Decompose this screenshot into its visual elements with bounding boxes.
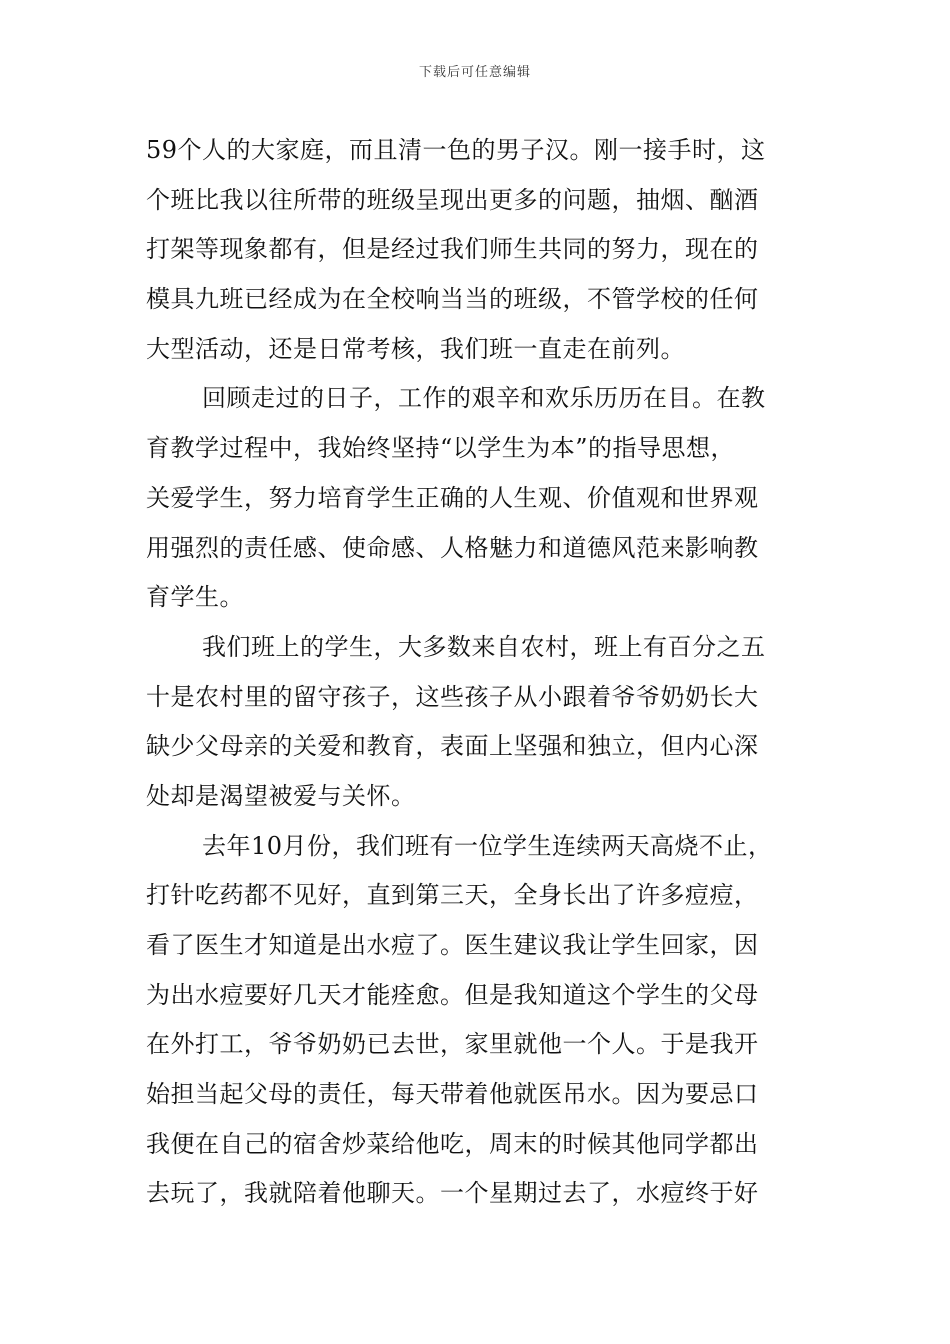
text-line: 打架等现象都有，但是经过我们师生共同的努力，现在的 — [146, 235, 759, 264]
text-line: 用强烈的责任感、使命感、人格魅力和道德风范来影响教 — [146, 533, 759, 562]
text-line: 育教学过程中，我始终坚持“以学生为本”的指导思想， — [146, 434, 736, 463]
text-line: 去玩了，我就陪着他聊天。一个星期过去了，水痘终于好 — [146, 1179, 759, 1208]
page-header: 下载后可任意编辑 — [418, 65, 531, 80]
text-line: 大型活动，还是日常考核，我们班一直走在前列。 — [146, 334, 685, 363]
text-line: 为出水痘要好几天才能痊愈。但是我知道这个学生的父母 — [146, 980, 759, 1009]
paragraph-first-line: 回顾走过的日子，工作的艰辛和欢乐历历在目。在教 — [202, 384, 766, 413]
text-line: 处却是渴望被爱与关怀。 — [146, 781, 416, 810]
text-line: 缺少父母亲的关爱和教育，表面上坚强和独立，但内心深 — [146, 732, 759, 761]
text-line: 始担当起父母的责任，每天带着他就医吊水。因为要忌口 — [146, 1080, 759, 1109]
body-text — [146, 126, 810, 1219]
text-line: 在外打工，爷爷奶奶已去世，家里就他一个人。于是我开 — [146, 1030, 759, 1059]
text-line: 看了医生才知道是出水痘了。医生建议我让学生回家，因 — [146, 931, 759, 959]
text-line: 十是农村里的留守孩子，这些孩子从小跟着爷爷奶奶长大 — [146, 682, 759, 711]
text-line: 打针吃药都不见好，直到第三天，全身长出了许多痘痘， — [146, 881, 759, 910]
paragraph-first-line: 我们班上的学生，大多数来自农村，班上有百分之五 — [202, 632, 766, 661]
text-line: 关爱学生，努力培育学生正确的人生观、价值观和世界观 — [146, 483, 759, 512]
text-line: 59个人的大家庭，而且清一色的男子汉。刚一接手时，这 — [146, 136, 766, 164]
text-line: 我便在自己的宿舍炒菜给他吃，周末的时候其他同学都出 — [146, 1129, 759, 1158]
paragraph-first-line: 去年10月份，我们班有一位学生连续两天高烧不止， — [202, 831, 773, 860]
text-line: 个班比我以往所带的班级呈现出更多的问题，抽烟、酗酒 — [146, 185, 759, 214]
text-line: 育学生。 — [146, 583, 244, 612]
text-line: 模具九班已经成为在全校响当当的班级，不管学校的任何 — [146, 285, 759, 314]
